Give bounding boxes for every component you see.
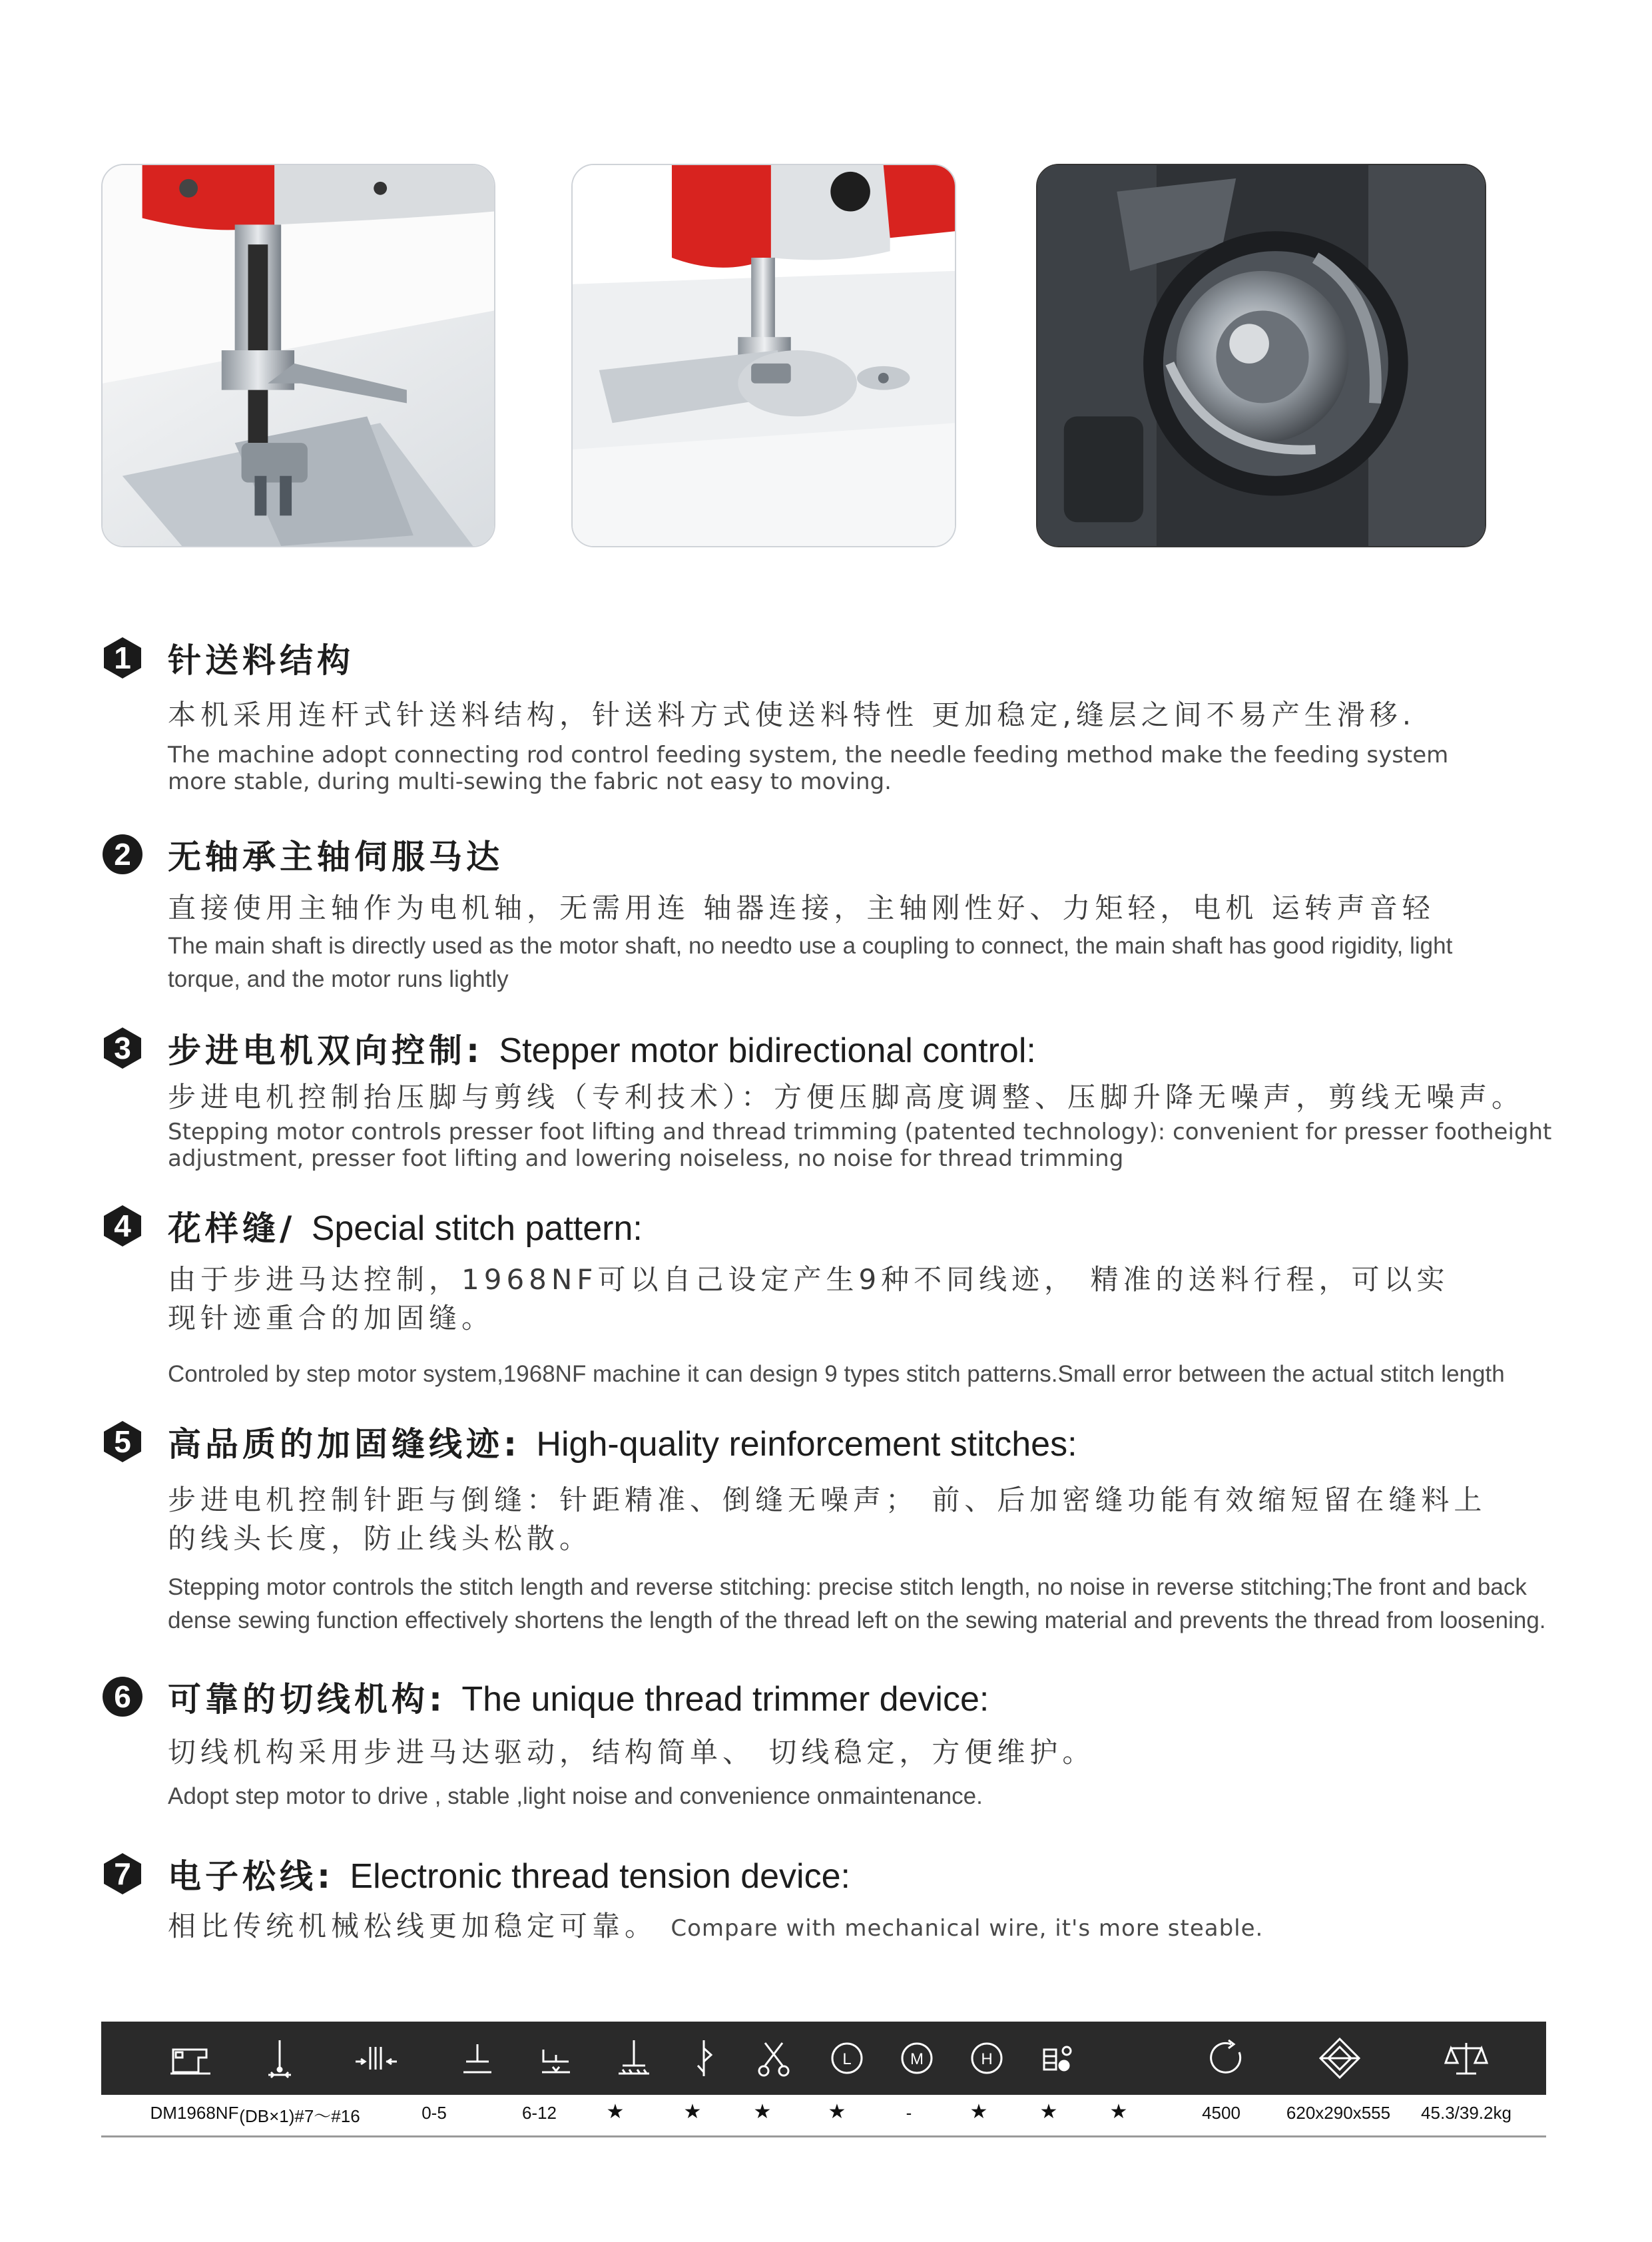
spec-values-row xyxy=(101,2098,1546,2137)
feature-title-cn: 针送料结构 xyxy=(168,641,354,680)
number-7-badge-icon xyxy=(101,1852,144,1895)
feature-desc-en-line-1: The machine adopt connecting rod control feeding system, the needle feeding method make the feeding system xyxy=(168,742,1449,768)
feature-number: 4 xyxy=(114,1209,131,1243)
feature-desc-cn: 切线机构采用步进马达驱动，结构简单、 切线稳定，方便维护。 xyxy=(168,1736,1095,1769)
feature-title-cn: 步进电机双向控制: xyxy=(168,1031,483,1070)
feature-title-en: The unique thread trimmer device: xyxy=(461,1680,989,1719)
spec-thread-trimmer: ★ xyxy=(828,2100,846,2123)
feature-title-en: High-quality reinforcement stitches: xyxy=(536,1425,1077,1464)
feature-1 xyxy=(101,631,1566,795)
spec-heavy-material: ★ xyxy=(1039,2100,1058,2123)
svg-text:M: M xyxy=(910,2050,924,2068)
feature-title-cn: 可靠的切线机构: xyxy=(168,1680,446,1719)
feature-desc-cn-text: 相比传统机械松线更加稳定可靠。 xyxy=(168,1910,658,1942)
machine-model-icon xyxy=(168,2035,214,2082)
photo-presser-foot xyxy=(101,164,495,547)
feature-desc-en: Adopt step motor to drive , stable ,light noise and convenience onmaintenance. xyxy=(168,1783,983,1809)
max-speed-icon xyxy=(1205,2035,1251,2082)
spec-model: DM1968NF xyxy=(150,2103,239,2123)
spec-needle: (DB×1)#7～#16 xyxy=(239,2106,360,2126)
feature-desc-en-inline: Compare with mechanical wire, it's more steable. xyxy=(671,1915,1264,1942)
feature-title xyxy=(168,1202,643,1250)
feature-title-cn: 花样缝/ xyxy=(168,1209,296,1248)
number-5-badge-icon xyxy=(101,1420,144,1463)
spec-stitch-length: 0-5 xyxy=(421,2103,447,2123)
photo-sewing-head xyxy=(571,164,956,547)
feature-number: 5 xyxy=(114,1424,131,1459)
number-2-badge-icon xyxy=(101,833,144,876)
spec-medium-material: ★ xyxy=(969,2100,988,2123)
feature-title xyxy=(168,1850,850,1898)
spec-auto-foot-lift: ★ xyxy=(683,2100,702,2123)
spec-lubrication: ★ xyxy=(1109,2100,1128,2123)
feature-6 xyxy=(101,1670,1566,1809)
feature-number: 7 xyxy=(114,1856,131,1891)
feature-title xyxy=(168,1673,989,1721)
feature-title-en: Special stitch pattern: xyxy=(311,1209,643,1248)
thread-trimmer-icon xyxy=(750,2035,797,2082)
spec-package-size: 620x290x555 xyxy=(1286,2103,1391,2123)
feature-title xyxy=(168,830,503,878)
feature-number: 2 xyxy=(114,837,131,872)
stitch-length-icon xyxy=(353,2035,400,2082)
feature-desc-en-line-1: Stepping motor controls the stitch length and reverse stitching: precise stitch length, no noise in reverse stitching;The front and back xyxy=(168,1574,1527,1600)
number-4-badge-icon xyxy=(101,1205,144,1247)
feature-title xyxy=(168,1024,1036,1072)
spec-reverse-stitch: ★ xyxy=(753,2100,772,2123)
spec-icon-bar xyxy=(101,2022,1546,2095)
spec-weight: 45.3/39.2kg xyxy=(1421,2103,1512,2123)
feature-desc-en-line-2: dense sewing function effectively shortens the length of the thread left on the sewing material and prevents the thread from loosening. xyxy=(168,1607,1546,1633)
feature-desc-cn-line-1: 由于步进马达控制，1968NF可以自己设定产生9种不同线迹， 精准的送料行程，可以实 xyxy=(168,1263,1450,1296)
feature-title-cn: 高品质的加固缝线迹: xyxy=(168,1425,521,1464)
svg-text:H: H xyxy=(981,2050,993,2068)
feature-number: 1 xyxy=(114,641,131,675)
feature-3 xyxy=(101,1021,1566,1172)
feature-number: 3 xyxy=(114,1031,131,1065)
feature-title-en: Stepper motor bidirectional control: xyxy=(499,1031,1036,1070)
feature-title-en: Electronic thread tension device: xyxy=(350,1857,850,1896)
feature-desc-en-line-1: Stepping motor controls presser foot lifting and thread trimming (patented technology): convenient for presser footheight xyxy=(168,1119,1552,1145)
photo-rotary-hook xyxy=(1036,164,1486,547)
feature-desc-en-line-2: adjustment, presser foot lifting and lowering noiseless, no noise for thread trimming xyxy=(168,1145,1124,1172)
number-3-badge-icon xyxy=(101,1027,144,1069)
feature-title xyxy=(168,634,354,682)
feature-4 xyxy=(101,1199,1566,1387)
spec-max-speed: 4500 xyxy=(1202,2103,1240,2123)
feature-desc-cn: 直接使用主轴作为电机轴，无需用连 轴器连接，主轴刚性好、力矩轻，电机 运转声音轻 xyxy=(168,892,1435,924)
feature-title-cn: 电子松线: xyxy=(168,1857,334,1896)
auto-foot-lift-icon xyxy=(611,2035,657,2082)
heavy-material-icon xyxy=(964,2035,1010,2082)
feature-desc-cn xyxy=(168,1907,1263,1948)
spec-presser-foot-lift: 6-12 xyxy=(521,2103,557,2123)
feature-number: 6 xyxy=(114,1679,131,1714)
feature-title-cn: 无轴承主轴伺服马达 xyxy=(168,838,503,876)
feature-7 xyxy=(101,1847,1566,1942)
svg-text:L: L xyxy=(842,2050,852,2068)
presser-foot-lift-icon xyxy=(454,2035,501,2082)
reverse-stitch-icon xyxy=(681,2035,727,2082)
spec-knee-lift: ★ xyxy=(606,2100,625,2123)
medium-material-icon xyxy=(894,2035,940,2082)
feature-desc-cn-line-2: 的线头长度，防止线头松散。 xyxy=(168,1522,593,1555)
number-1-badge-icon xyxy=(101,637,144,679)
feature-title xyxy=(168,1418,1077,1466)
feature-desc-en: Controled by step motor system,1968NF machine it can design 9 types stitch patterns.Small error between the actual stitch length xyxy=(168,1361,1505,1387)
needle-icon xyxy=(256,2035,303,2082)
lubrication-icon xyxy=(1033,2035,1080,2082)
feature-desc-cn: 本机采用连杆式针送料结构，针送料方式使送料特性 更加稳定,缝层之间不易产生滑移. xyxy=(168,699,1416,731)
feature-5 xyxy=(101,1415,1566,1633)
light-material-icon xyxy=(824,2035,870,2082)
feature-desc-en-line-1: The main shaft is directly used as the motor shaft, no needto use a coupling to connect, the main shaft has good rigidity, light xyxy=(168,933,1453,959)
feature-desc-cn-line-2: 现针迹重合的加固缝。 xyxy=(168,1302,495,1334)
feature-desc-cn-line-1: 步进电机控制针距与倒缝：针距精准、倒缝无噪声； 前、后加密缝功能有效缩短留在缝料上 xyxy=(168,1484,1487,1516)
feature-desc-en-line-2: more stable, during multi-sewing the fabric not easy to moving. xyxy=(168,768,892,795)
number-6-badge-icon xyxy=(101,1675,144,1718)
spec-light-material: - xyxy=(906,2103,912,2123)
feature-2 xyxy=(101,828,1566,992)
feature-desc-en-line-2: torque, and the motor runs lightly xyxy=(168,966,509,992)
package-size-icon xyxy=(1316,2035,1363,2082)
feature-desc-cn: 步进电机控制抬压脚与剪线（专利技术）：方便压脚高度调整、压脚升降无噪声，剪线无噪声。 xyxy=(168,1081,1525,1113)
knee-lift-icon xyxy=(533,2035,579,2082)
weight-icon xyxy=(1443,2035,1490,2082)
